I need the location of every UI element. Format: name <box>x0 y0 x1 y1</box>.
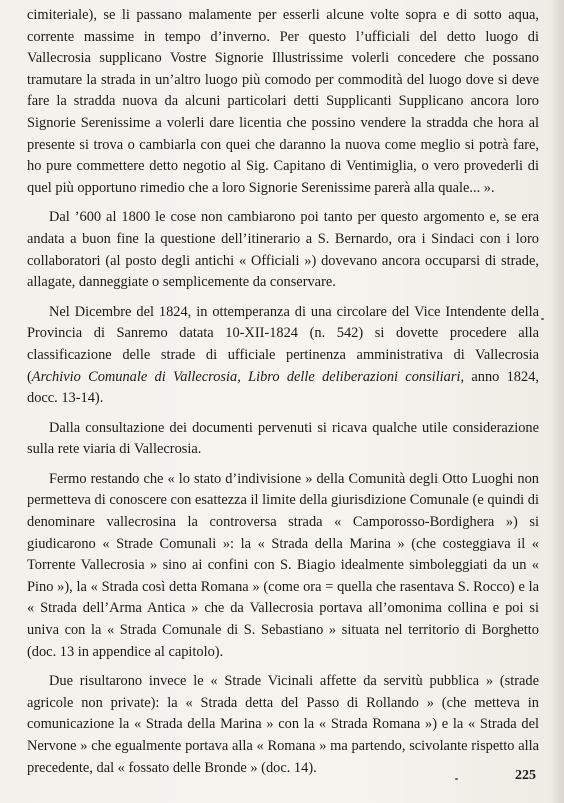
page-number: 225 <box>515 768 536 783</box>
paragraph-strade-vicinali: Due risultarono invece le « Strade Vicinali affette da servitù pubblica » (strade agricole non private): la « Strada detta del Passo di Rollando » (che metteva in comunicazione la « Strada della Marina » con la « Strada Romana ») e la « Strada del Nervone » che egualmente portava alla « Romana » ma partendo, scivolante rispetto alla precedente, dal « fossato delle Bronde » (doc. 14). <box>27 673 539 776</box>
facing-page-shadow <box>550 0 564 803</box>
body-text <box>27 5 539 779</box>
archive-citation: Archivio Comunale di Vallecrosia, Libro delle deliberazioni consiliari <box>31 368 461 385</box>
paragraph-1824-text: Nel Dicembre del 1824, in ottemperanza di una circolare del Vice Intendente della Provincia di Sanremo datata 10-XII-1824 (n. 542) si dovette procedere alla classificazione delle strade di ufficiale pertinenza amministrativa di Vallecrosia ( <box>27 303 539 385</box>
paper-speck <box>541 318 544 320</box>
paragraph-consultation: Dalla consultazione dei documenti pervenuti si ricava qualche utile considerazione sulla rete viaria di Vallecrosia. <box>27 419 539 458</box>
paper-speck <box>455 778 458 780</box>
citation-tail: , anno 1824, docc. 13-14). <box>27 368 539 407</box>
paragraph-december-1824 <box>27 302 539 410</box>
paragraph-1600-1800: Dal ’600 al 1800 le cose non cambiarono poi tanto per questo argomento e, se era andata a buon fine la questione dell’itinerario a S. Bernardo, ora i Sindaci con i loro collaboratori (al posto degli antichi « Officiali ») dovevano ancora occuparsi di strade, allagate, danneggiate o semplicemente da conservare. <box>27 209 539 291</box>
paragraph-strade-comunali: Fermo restando che « lo stato d’indivisione » della Comunità degli Otto Luoghi non permetteva di conoscere con esattezza il limite della giurisdizione Comunale (e quindi di denominare vallecrosina la controversa strada « Camporosso-Bordighera ») si giudicarono « Strade Comunali »: la « Strada della Marina » (che costeggiava il « Torrente Vallecrosia » sino ai confini con S. Biagio idealmente simboleggiati da un « Pino »), la « Strada così detta Romana » (come ora = quella che rasentava S. Rocco) e la « Strada dell’Arma Antica » che da Vallecrosia portava all’omonima collina e poi si univa con la « Strada Comunale di S. Sebastiano » situata nel territorio di Borghetto (doc. 13 in appendice al capitolo). <box>27 470 539 660</box>
paragraph-quote-continuation: cimiteriale), se li passano malamente per esserli alcune volte sopra e di sotto aqua, corrente massime in tempo d’inverno. Per questo l’ufficiali del detto luogo di Vallecrosia supplicano Vostre Signorie Illustrissime volerli concedere che possano tramutare la strada in un’altro luogo più comodo per commodità del luogo dove si deve fare la stradda nuova da alcuni particolari detti Supplicanti Supplicano ancora loro Signorie Serenissime a volerli dare licentia che possino vendere la stradda che hora al presente si trova o cambiarla con quei che daranno la nuova come meglio si potrà fare, ho pure commettere detto negotio al Sig. Capitano di Ventimiglia, o vero provederli di quel più opportuno rimedio che a loro Signorie Serenissime parerà alla quale... ». <box>27 7 539 196</box>
